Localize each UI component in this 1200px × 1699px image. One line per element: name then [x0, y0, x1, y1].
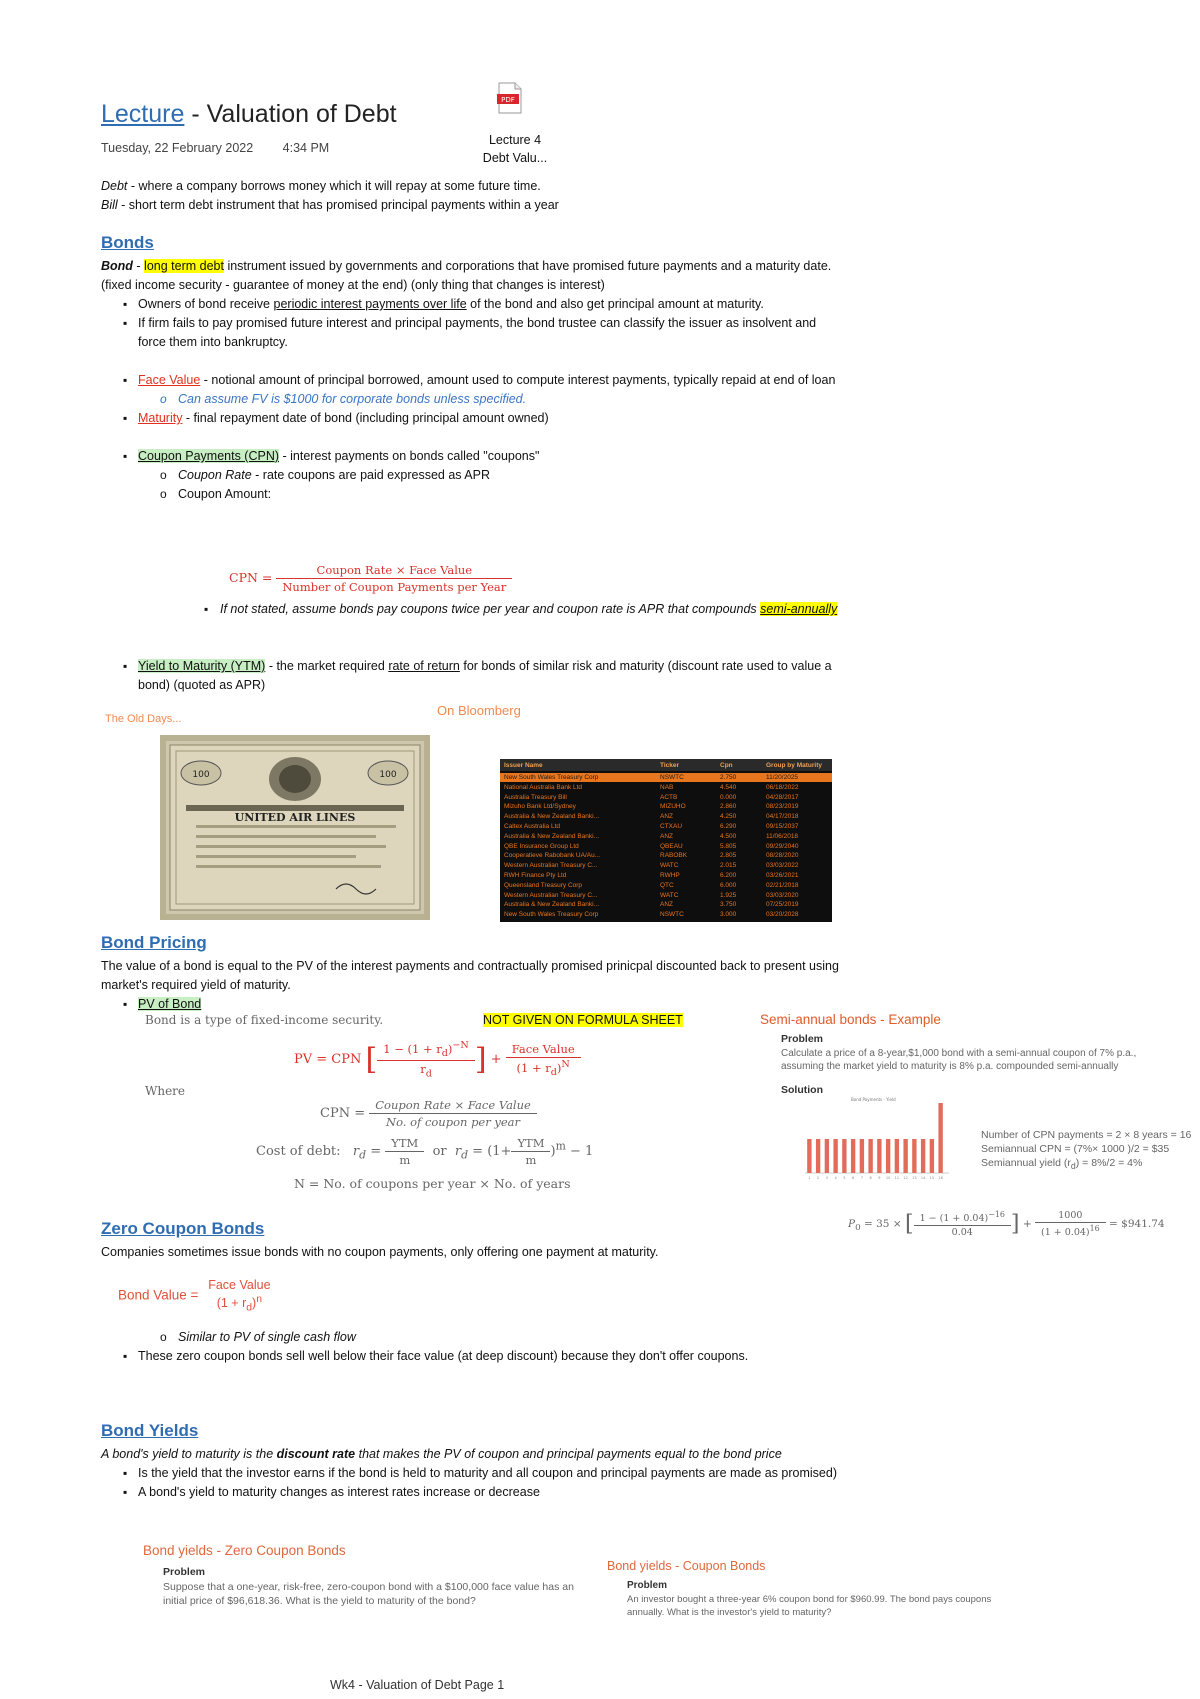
bloomberg-cell: 4.250 — [720, 813, 737, 821]
bloomberg-cell: CTXAU — [660, 823, 683, 830]
example-chart-bar — [930, 1139, 934, 1173]
bill-definition — [101, 196, 841, 215]
bloomberg-cell: WATC — [660, 862, 679, 870]
bloomberg-cell: Caltex Australia Ltd — [504, 823, 561, 830]
zero-bullets — [101, 1328, 841, 1366]
example-chart — [791, 1095, 971, 1195]
pricing-cpn-formula: CPN = $\frac{\text{Coupon Rate × Face Value}}{\text{No. of coupon per year}}$ — [320, 1098, 537, 1129]
yields-heading: Bond Yields — [101, 1421, 199, 1440]
cert-title: UNITED AIR LINES — [234, 811, 356, 824]
pdf-icon[interactable] — [497, 82, 523, 114]
bill-term: Bill — [101, 198, 118, 212]
zero-sub-bullet: o Similar to PV of single cash flow — [101, 1328, 841, 1347]
semi-annual-note: ▪ If not stated, assume bonds pay coupons twice per year and coupon rate is APR that compounds semi-annually — [101, 600, 841, 619]
example-chart-bar — [938, 1103, 942, 1173]
bloomberg-cell: 11/06/2018 — [766, 832, 799, 840]
bloomberg-cell: 6.000 — [720, 881, 737, 889]
cpn-formula — [229, 563, 512, 594]
bond-def-rest: instrument issued by governments and corporations that have promised future payments and a maturity date. (fixed income security - guarantee of money at the end) (only thing that changes is interest) — [101, 259, 832, 292]
bloomberg-cell: 6.290 — [720, 823, 737, 830]
zero-heading: Zero Coupon Bonds — [101, 1219, 265, 1238]
zc-problem-label: Problem — [163, 1566, 206, 1578]
bloomberg-cell: WATC — [660, 891, 679, 899]
example-chart-bar — [851, 1139, 855, 1173]
ytm-bullet: ▪ Yield to Maturity (YTM) - the market required rate of return for bonds of similar risk and maturity (discount rate used to value a bond) (quoted as APR) — [101, 657, 841, 695]
coupon-term: Coupon Payments (CPN) — [138, 449, 280, 463]
bloomberg-cell: Queensland Treasury Corp — [504, 881, 583, 889]
bloomberg-cell: 2.015 — [720, 862, 737, 870]
page-footer: Wk4 - Valuation of Debt Page 1 — [330, 1678, 505, 1692]
coupon-bullet: ▪ Coupon Payments (CPN) - interest payments on bonds called "coupons" — [101, 447, 841, 466]
bloomberg-cell: Western Australian Treasury C... — [504, 891, 598, 899]
example-price-formula: $P_0 = 35$ × [ $\frac{1 - (1 + 0.04)^{-16}}{0.04}$ ] + $\frac{1000}{(1 + 0.04)^{16}}$ = $941.74 — [848, 1210, 1165, 1239]
debt-term: Debt — [101, 179, 128, 193]
example-chart-bar — [833, 1139, 837, 1173]
bloomberg-cell: 04/17/2018 — [766, 813, 799, 821]
page-date: Tuesday, 22 February 2022 — [101, 141, 254, 155]
pv-formula: PV = CPN [ $\frac{1 - (1 + r_d)^{-N}}{r_d}$ ] + $\frac{\text{Face Value}}{(1 + r_d)^N}$ — [294, 1040, 581, 1079]
bond-bullet-owners: ▪ Owners of bond receive periodic interest payments over life of the bond and also get principal amount at maturity. — [101, 295, 841, 314]
example-problem-label: Problem — [781, 1033, 824, 1045]
example-chart-bar — [825, 1139, 829, 1173]
bloomberg-header-cell: Issuer Name — [504, 762, 543, 769]
bloomberg-cell: Cooperatieve Rabobank UA/Au... — [504, 852, 601, 860]
n-definition: N = No. of coupons per year × No. of years — [294, 1176, 571, 1191]
ytm-term: Yield to Maturity (YTM) — [138, 659, 266, 673]
example-chart-tick: 11 — [894, 1176, 900, 1180]
bloomberg-cell: QBE Insurance Group Ltd — [504, 842, 579, 850]
bloomberg-cell: NAB — [660, 783, 674, 791]
zc-problem-text: Suppose that a one-year, risk-free, zero-coupon bond with a $100,000 face value has an initial price of $96,618.36. What is the yield to maturity of the bond? — [163, 1581, 574, 1607]
bloomberg-cell: 4.540 — [720, 783, 737, 791]
title-rest: - Valuation of Debt — [184, 100, 397, 128]
pricing-heading: Bond Pricing — [101, 933, 207, 952]
date-line — [101, 141, 355, 155]
bloomberg-cell: ANZ — [660, 813, 673, 821]
long-term-highlight: long term debt — [144, 259, 224, 273]
example-chart-bar — [886, 1139, 890, 1173]
bloomberg-cell: RWH Finance Pty Ltd — [504, 872, 567, 879]
on-bloomberg-label: On Bloomberg — [437, 703, 521, 718]
coupon-rate-bullet: o Coupon Rate - rate coupons are paid expressed as APR — [101, 466, 841, 485]
example-chart-tick: 15 — [929, 1176, 935, 1180]
bloomberg-cell: Australia & New Zealand Banki... — [504, 832, 600, 840]
example-chart-bar — [807, 1139, 811, 1173]
bloomberg-header-cell: Group by Maturity — [766, 762, 822, 769]
where-label: Where — [145, 1084, 186, 1098]
bloomberg-cell: 03/20/2028 — [766, 911, 799, 919]
example-chart-bar — [895, 1139, 899, 1173]
example-chart-tick: 12 — [903, 1176, 908, 1180]
example-chart-tick: 16 — [938, 1176, 943, 1180]
bloomberg-table-image — [500, 759, 832, 922]
example-title: Semi-annual bonds - Example — [760, 1012, 941, 1027]
zero-text: Companies sometimes issue bonds with no coupon payments, only offering one payment at maturity. — [101, 1245, 659, 1259]
example-chart-tick: 6 — [852, 1176, 855, 1180]
cert-number-left: 100 — [192, 770, 210, 780]
zero-formula: Bond Value = Face Value $(1 + r_d)^n$ — [118, 1278, 271, 1314]
title-link[interactable]: Lecture — [101, 100, 185, 128]
bloomberg-cell: 08/23/2019 — [766, 803, 799, 811]
cb-problem-text: An investor bought a three-year 6% coupon bond for $960.99. The bond pays coupons annually. What is the investor's yield to maturity? — [627, 1594, 992, 1618]
bloomberg-cell: ANZ — [660, 901, 673, 909]
attachment-line1: Lecture 4 — [488, 133, 542, 147]
bloomberg-cell: New South Wales Treasury Corp — [504, 911, 599, 919]
example-chart-bar — [877, 1139, 881, 1173]
bloomberg-cell: 2.860 — [720, 803, 737, 811]
pv-bond-bullet: ▪ PV of Bond — [101, 995, 841, 1014]
example-chart-svg — [791, 1095, 971, 1195]
bloomberg-cell: QTC — [660, 881, 674, 889]
bloomberg-cell: 06/18/2022 — [766, 783, 799, 791]
bloomberg-cell: Western Australian Treasury C... — [504, 862, 598, 870]
bloomberg-cell: 08/28/2020 — [766, 852, 799, 860]
example-chart-bar — [816, 1139, 820, 1173]
ytm-block — [101, 657, 841, 695]
bloomberg-header-cell: Cpn — [720, 762, 733, 769]
example-chart-tick: 5 — [843, 1176, 846, 1180]
example-steps — [981, 1128, 1191, 1173]
bloomberg-cell: Australia & New Zealand Banki... — [504, 813, 600, 821]
bloomberg-header-cell: Ticker — [660, 762, 680, 769]
cpn-lhs: CPN = — [229, 570, 273, 585]
bloomberg-cell: 1.925 — [720, 891, 737, 899]
old-days-label: The Old Days... — [105, 713, 182, 725]
attachment-line2: Debt Valu... — [482, 151, 548, 165]
example-chart-tick: 2 — [817, 1176, 820, 1180]
maturity-bullet: ▪ Maturity - final repayment date of bond (including principal amount owned) — [101, 409, 841, 428]
yields-bullet-1: ▪ Is the yield that the investor earns if the bond is held to maturity and all coupon and principal payments are made as promised) — [101, 1464, 841, 1483]
cb-yields-title: Bond yields - Coupon Bonds — [607, 1559, 766, 1573]
zero-bullet: ▪ These zero coupon bonds sell well below their face value (at deep discount) because they don't offer coupons. — [101, 1347, 841, 1366]
example-chart-tick: 10 — [885, 1176, 891, 1180]
example-chart-tick: 14 — [920, 1176, 926, 1180]
bloomberg-cell: NSWTC — [660, 911, 684, 919]
example-solution-label: Solution — [781, 1084, 823, 1096]
example-chart-bar — [868, 1139, 872, 1173]
face-value-note: o Can assume FV is $1000 for corporate bonds unless specified. — [101, 390, 841, 409]
bloomberg-cell: 09/15/2037 — [766, 823, 799, 830]
cert-number-right: 100 — [379, 770, 397, 780]
bond-dash: - — [132, 259, 145, 273]
bond-bullet-failure: ▪ If firm fails to pay promised future interest and principal payments, the bond trustee can classify the issuer as insolvent and force them into bankruptcy. — [101, 314, 841, 352]
cpn-numerator: Coupon Rate × Face Value — [276, 563, 512, 579]
bloomberg-cell: 02/21/2018 — [766, 881, 799, 889]
example-chart-bar — [860, 1139, 864, 1173]
bloomberg-cell: Australia Treasury Bill — [504, 793, 567, 801]
example-problem-text: Calculate a price of a 8-year,$1,000 bond with a semi-annual coupon of 7% p.a., assuming the market yield to maturity is 8% p.a. compounded semi-annually — [781, 1048, 1137, 1072]
example-chart-tick: 7 — [860, 1176, 863, 1180]
semi-annual-highlight: semi-annually — [760, 602, 838, 616]
bloomberg-cell: 2.805 — [720, 852, 737, 860]
bloomberg-cell: 3.750 — [720, 901, 737, 909]
yields-section — [101, 1445, 841, 1502]
intro-block — [101, 177, 841, 215]
bloomberg-cell: Australia & New Zealand Banki... — [504, 901, 600, 909]
bloomberg-cell: 04/28/2017 — [766, 793, 799, 801]
bloomberg-cell: 11/20/2025 — [766, 774, 799, 781]
face-value-term: Face Value — [138, 373, 201, 387]
bloomberg-cell: 4.500 — [720, 832, 737, 840]
bloomberg-cell: Mizuho Bank Ltd/Sydney — [504, 803, 576, 811]
bloomberg-cell: 03/03/2022 — [766, 862, 799, 870]
bloomberg-cell: ACTB — [660, 793, 678, 801]
bloomberg-cell: 03/26/2021 — [766, 872, 799, 879]
example-yield: Semiannual yield $(r_d) = 8\%/2 = 4\%$ — [981, 1157, 1143, 1172]
bloomberg-cell: National Australia Bank Ltd — [504, 783, 583, 791]
semi-annual-note-block — [101, 600, 841, 619]
example-chart-tick: 1 — [808, 1176, 811, 1180]
cb-problem-label: Problem — [627, 1580, 668, 1591]
bloomberg-cell: QBEAU — [660, 842, 683, 850]
bloomberg-cell: 6.200 — [720, 872, 737, 879]
bloomberg-cell: 2.750 — [720, 774, 737, 781]
example-chart-tick: 8 — [869, 1176, 872, 1180]
example-cpn: Semiannual CPN = (7%× 1000 )/2 = $35 — [981, 1143, 1170, 1155]
example-chart-tick: 3 — [825, 1176, 828, 1180]
bond-term: Bond — [101, 259, 133, 273]
fixed-income-text: Bond is a type of fixed-income security. — [145, 1013, 384, 1027]
debt-def: - where a company borrows money which it will repay at some future time. — [127, 179, 541, 193]
yields-bullet-2: ▪ A bond's yield to maturity changes as interest rates increase or decrease — [101, 1483, 841, 1502]
bloomberg-cell: RWHP — [660, 872, 680, 879]
example-chart-title: Bond Payments - Yield — [851, 1097, 896, 1102]
bloomberg-cell: 09/29/2040 — [766, 842, 799, 850]
cost-of-debt-formula: Cost of debt: $r_d$ = $\frac{\text{YTM}}{m}$ or $r_d = (1+$ $\frac{\text{YTM}}{m}$ )$^m$ − 1 — [256, 1136, 594, 1167]
cpn-denominator: Number of Coupon Payments per Year — [282, 580, 507, 594]
bloomberg-cell: NSWTC — [660, 774, 684, 781]
example-chart-tick: 9 — [878, 1176, 881, 1180]
pricing-text: The value of a bond is equal to the PV of the interest payments and contractually promised prinicpal discounted back to present using market's required yield of maturity. — [101, 959, 839, 992]
example-n: Number of CPN payments = 2 × 8 years = 16 — [981, 1129, 1192, 1141]
example-chart-bar — [903, 1139, 907, 1173]
bloomberg-cell: MIZUHO — [660, 803, 686, 811]
example-chart-tick: 4 — [834, 1176, 837, 1180]
coupon-amount-bullet: o Coupon Amount: — [101, 485, 841, 504]
attachment-caption[interactable] — [470, 131, 560, 167]
example-chart-bar — [842, 1139, 846, 1173]
bloomberg-cell: 3.000 — [720, 911, 737, 919]
bonds-heading: Bonds — [101, 233, 154, 252]
example-chart-bar — [912, 1139, 916, 1173]
page-title — [101, 100, 397, 129]
bloomberg-cell: New South Wales Treasury Corp — [504, 774, 599, 781]
face-value-bullet: ▪ Face Value - notional amount of principal borrowed, amount used to compute interest payments, typically repaid at end of loan — [101, 371, 841, 390]
debt-definition — [101, 177, 841, 196]
zc-yields-title: Bond yields - Zero Coupon Bonds — [143, 1543, 346, 1558]
bond-certificate-image — [160, 735, 430, 920]
bonds-section — [101, 257, 841, 504]
pdf-badge: PDF — [501, 96, 515, 104]
bloomberg-cell: 5.805 — [720, 842, 737, 850]
bloomberg-cell: RABOBK — [660, 852, 688, 860]
bloomberg-cell: ANZ — [660, 832, 673, 840]
example-chart-bar — [921, 1139, 925, 1173]
pricing-section — [101, 957, 841, 1014]
yields-text: A bond's yield to maturity is the discount rate that makes the PV of coupon and principal payments equal to the bond price — [101, 1447, 782, 1461]
not-given-label: NOT GIVEN ON FORMULA SHEET — [483, 1013, 683, 1027]
bill-def: - short term debt instrument that has promised principal payments within a year — [117, 198, 559, 212]
bloomberg-cell: 07/25/2019 — [766, 901, 799, 909]
example-chart-tick: 13 — [912, 1176, 917, 1180]
maturity-term: Maturity — [138, 411, 183, 425]
page-time: 4:34 PM — [282, 141, 330, 155]
bloomberg-cell: 0.000 — [720, 793, 737, 801]
bond-definition — [101, 257, 841, 295]
bloomberg-cell: 03/03/2020 — [766, 891, 799, 899]
